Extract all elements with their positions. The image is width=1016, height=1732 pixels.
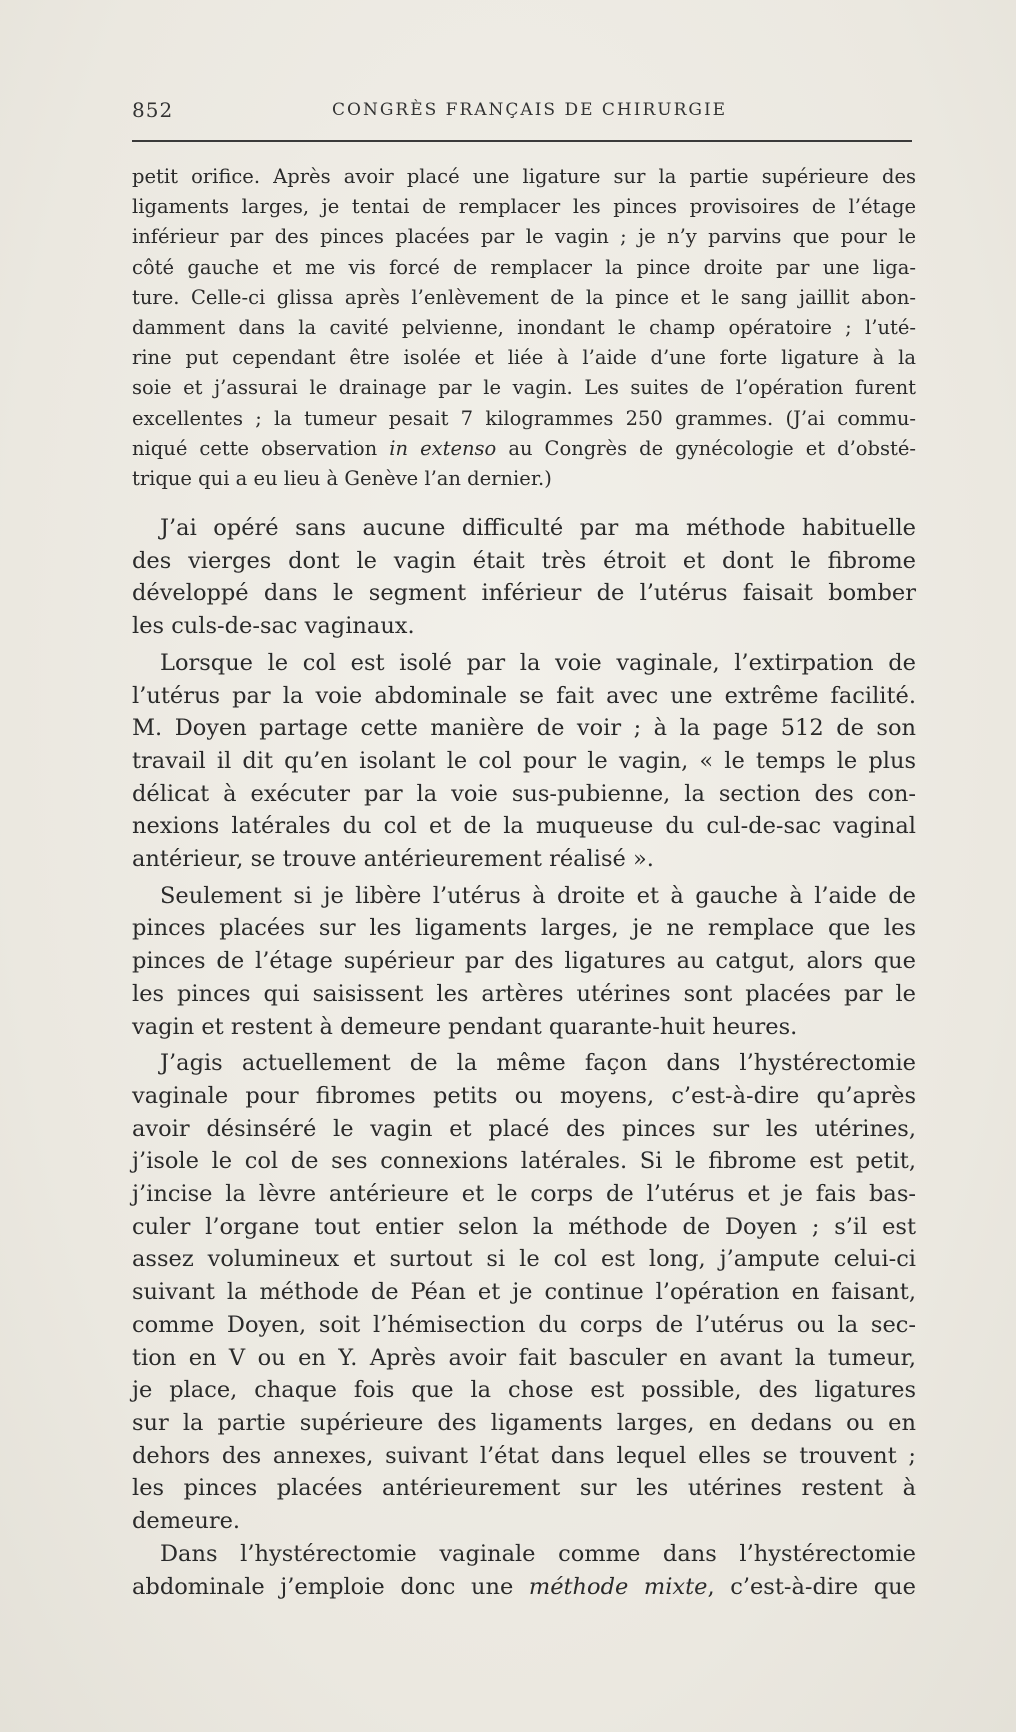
paragraph — [132, 1047, 916, 1538]
text-line: J’agis actuellement de la même façon dans l’hystérectomie — [160, 1050, 916, 1077]
paragraph — [132, 647, 916, 876]
text-line: comme Doyen, soit l’hémisection du corps de l’utérus ou la sec- — [132, 1311, 916, 1338]
text-line: ligaments larges, je tentai de remplacer les pinces provisoires de l’étage — [132, 195, 916, 219]
text-line: je place, chaque fois que la chose est possible, des ligatures — [132, 1377, 916, 1404]
small-paragraph — [132, 162, 916, 494]
text-line: travail il dit qu’en isolant le col pour le vagin, « le temps le plus — [132, 747, 916, 774]
text-line: ture. Celle-ci glissa après l’enlèvement de la pince et le sang jaillit abon- — [132, 285, 916, 309]
text-line: assez volumineux et surtout si le col est long, j’ampute celui-ci — [132, 1246, 916, 1273]
text-line — [132, 434, 916, 464]
text-line — [132, 1571, 916, 1604]
text-line: tion en V ou en Y. Après avoir fait basculer en avant la tumeur, — [132, 1344, 916, 1371]
text-line: délicat à exécuter par la voie sus-pubienne, la section des con- — [132, 780, 916, 807]
text-line: l’utérus par la voie abdominale se fait avec une extrême facilité. — [132, 682, 916, 709]
text-line: rine put cependant être isolée et liée à l’aide d’une forte ligature à la — [132, 346, 916, 370]
text-line: antérieur, se trouve antérieurement réalisé ». — [132, 846, 654, 873]
text-segment: abdominale j’emploie donc une — [132, 1573, 529, 1600]
text-line: suivant la méthode de Péan et je continue l’opération en faisant, — [132, 1279, 916, 1306]
text-line: soie et j’assurai le drainage par le vagin. Les suites de l’opération furent — [132, 376, 916, 400]
text-line: Dans l’hystérectomie vaginale comme dans l’hystérectomie — [160, 1540, 916, 1567]
paragraph — [132, 1538, 916, 1603]
text-line: nexions latérales du col et de la muqueuse du cul-de-sac vaginal — [132, 813, 916, 840]
text-line: damment dans la cavité pelvienne, inondant le champ opératoire ; l’uté- — [132, 316, 916, 340]
italic-term: in extenso — [389, 436, 497, 460]
text-line: excellentes ; la tumeur pesait 7 kilogrammes 250 grammes. (J’ai commu- — [132, 406, 916, 430]
text-line: des vierges dont le vagin était très étroit et dont le fibrome — [132, 547, 916, 574]
text-line: trique qui a eu lieu à Genève l’an dernier.) — [132, 467, 552, 491]
text-line: inférieur par des pinces placées par le vagin ; je n’y parvins que pour le — [132, 225, 916, 249]
text-line: les pinces placées antérieurement sur les utérines restent à — [132, 1475, 916, 1502]
text-line: sur la partie supérieure des ligaments larges, en dedans ou en — [132, 1409, 916, 1436]
text-line: M. Doyen partage cette manière de voir ; à la page 512 de son — [132, 715, 916, 742]
running-head: CONGRÈS FRANÇAIS DE CHIRURGIE — [332, 100, 728, 120]
text-line: dehors des annexes, suivant l’état dans lequel elles se trouvent ; — [132, 1442, 916, 1469]
paragraph — [132, 880, 916, 1044]
text-line: j’incise la lèvre antérieure et le corps de l’utérus et je fais bas- — [132, 1181, 916, 1208]
italic-term: méthode mixte — [528, 1573, 708, 1600]
text-line: petit orifice. Après avoir placé une ligature sur la partie supérieure des — [132, 165, 916, 188]
text-line: culer l’organe tout entier selon la méthode de Doyen ; s’il est — [132, 1213, 916, 1240]
text-segment: au Congrès de gynécologie et d’obsté- — [496, 436, 916, 460]
text-line: Lorsque le col est isolé par la voie vaginale, l’extirpation de — [160, 649, 916, 676]
page-number: 852 — [132, 98, 174, 122]
text-line: j’isole le col de ses connexions latérales. Si le fibrome est petit, — [132, 1148, 916, 1175]
text-line: les pinces qui saisissent les artères utérines sont placées par le — [132, 980, 916, 1007]
text-line: vagin et restent à demeure pendant quarante-huit heures. — [132, 1013, 798, 1040]
page-header — [132, 98, 912, 124]
text-line: vaginale pour fibromes petits ou moyens, c’est-à-dire qu’après — [132, 1082, 916, 1109]
header-rule — [132, 140, 912, 142]
text-line: développé dans le segment inférieur de l’utérus faisait bomber — [132, 580, 916, 607]
paragraph — [132, 512, 916, 643]
text-line: J’ai opéré sans aucune difficulté par ma méthode habituelle — [160, 515, 916, 541]
text-line: côté gauche et me vis forcé de remplacer la pince droite par une liga- — [132, 255, 916, 279]
body-text — [132, 512, 916, 1603]
text-segment: , c’est-à-dire que — [707, 1573, 916, 1600]
text-line: pinces de l’étage supérieur par des ligatures au catgut, alors que — [132, 948, 916, 975]
text-line: avoir désinséré le vagin et placé des pinces sur les utérines, — [132, 1115, 916, 1142]
text-line: les culs-de-sac vaginaux. — [132, 613, 415, 640]
text-line: demeure. — [132, 1508, 241, 1535]
text-line: Seulement si je libère l’utérus à droite et à gauche à l’aide de — [160, 882, 916, 909]
text-line: pinces placées sur les ligaments larges, je ne remplace que les — [132, 915, 916, 942]
text-segment: niqué cette observation — [132, 436, 390, 460]
